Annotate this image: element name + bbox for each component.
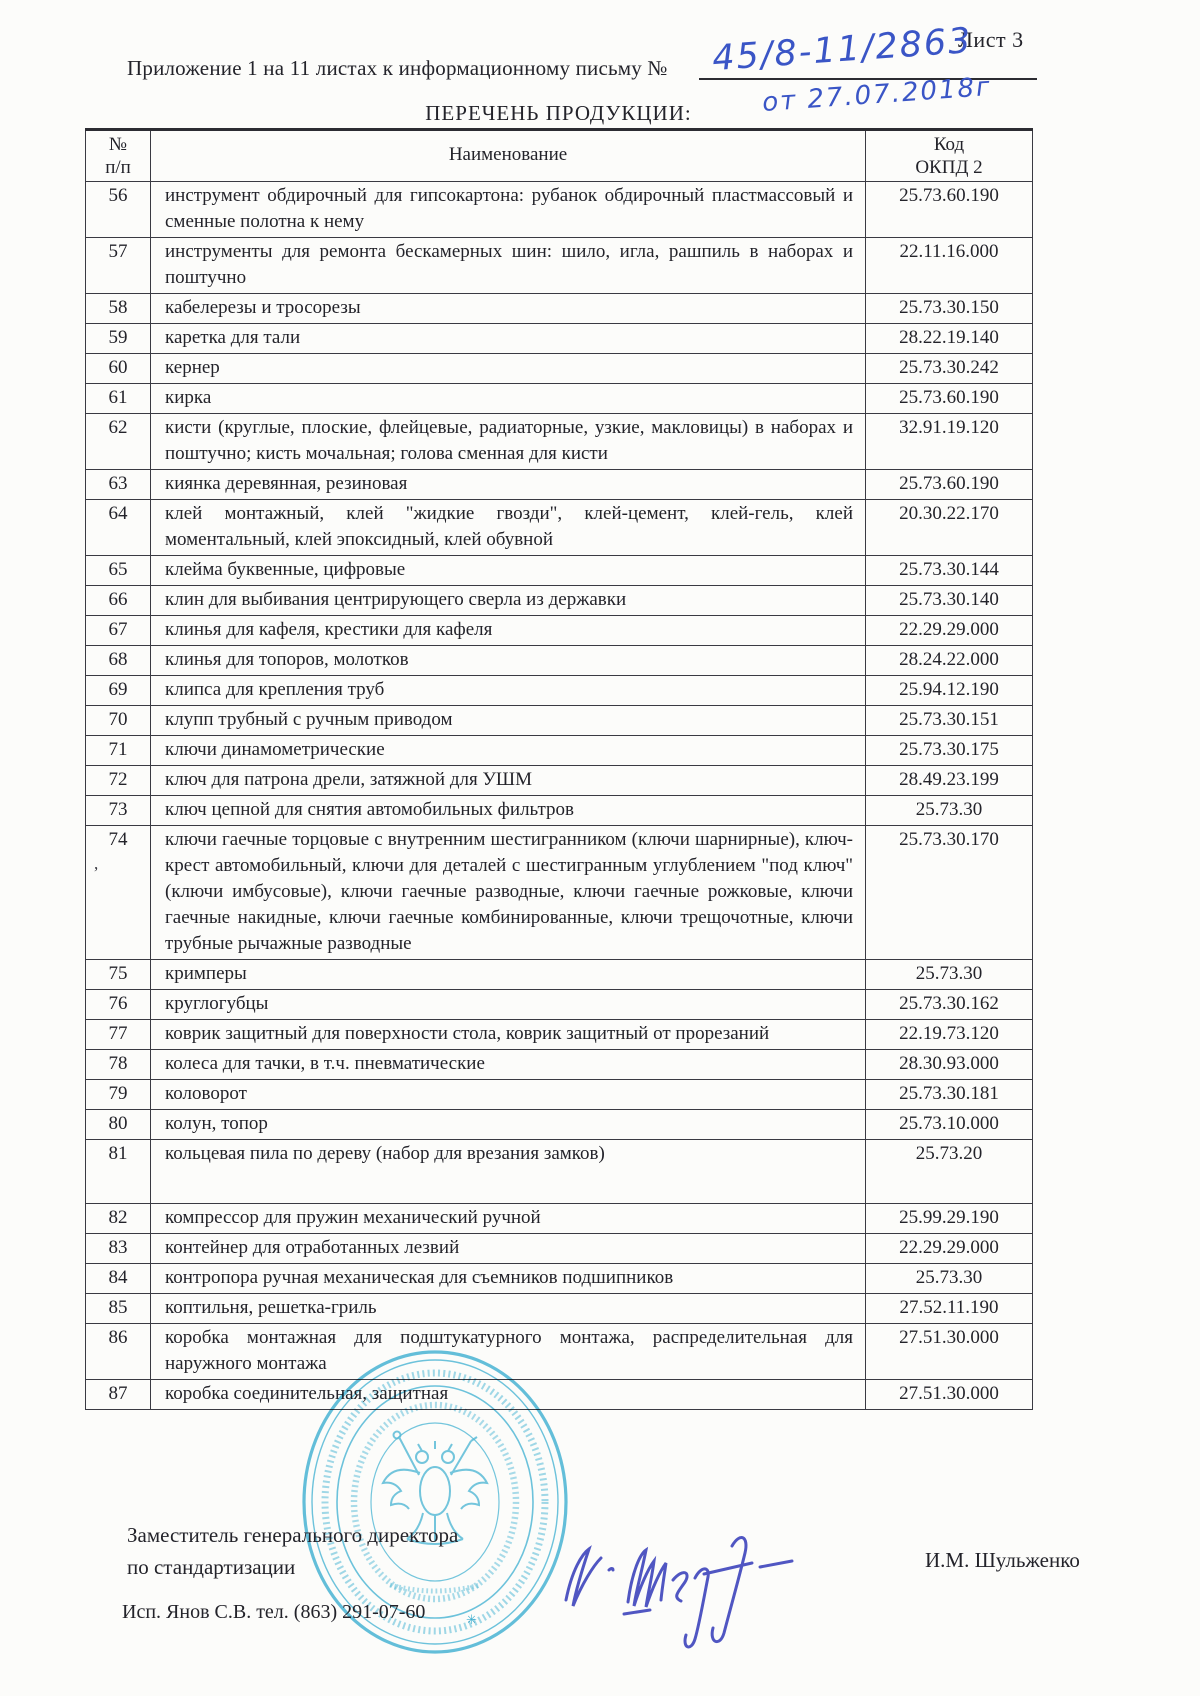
table-row	[86, 500, 1033, 556]
okpd-code-cell: 25.73.30.150	[866, 294, 1033, 324]
row-number-cell: 74 ,	[86, 826, 151, 960]
table-row	[86, 1110, 1033, 1140]
item-name-cell: киянка деревянная, резиновая	[151, 470, 866, 500]
row-number-cell: 56	[86, 182, 151, 238]
item-name-cell: клупп трубный с ручным приводом	[151, 706, 866, 736]
table-row	[86, 766, 1033, 796]
header-code-line1: Код	[933, 134, 965, 155]
row-number-cell: 65	[86, 556, 151, 586]
item-name-cell: кабелерезы и тросорезы	[151, 294, 866, 324]
header-number-line2: п/п	[105, 157, 131, 178]
table-row	[86, 470, 1033, 500]
row-number-cell: 58	[86, 294, 151, 324]
item-name-cell: клейма буквенные, цифровые	[151, 556, 866, 586]
okpd-code-cell: 28.22.19.140	[866, 324, 1033, 354]
row-number-cell: 70	[86, 706, 151, 736]
okpd-code-cell: 25.73.30	[866, 1264, 1033, 1294]
item-name-cell: ключи гаечные торцовые с внутренним шестигранником (ключи шарнирные), ключ-крест автомобильный, ключи для деталей с шестигранным углублением "под ключ" (ключи имбусовые), ключи гаечные разводные, ключи гаечные рожковые, ключи гаечные накидные, ключи гаечные комбинированные, ключи трещочотные, ключи трубные рычажные разводные	[151, 826, 866, 960]
item-name-cell: компрессор для пружин механический ручной	[151, 1204, 866, 1234]
okpd-code-cell: 20.30.22.170	[866, 500, 1033, 556]
okpd-code-cell: 25.73.30.162	[866, 990, 1033, 1020]
row-number-cell: 86	[86, 1324, 151, 1380]
signer-name: И.М. Шульженко	[925, 1548, 1080, 1572]
item-name-cell: контейнер для отработанных лезвий	[151, 1234, 866, 1264]
okpd-code-cell: 28.49.23.199	[866, 766, 1033, 796]
appendix-header-text: Приложение 1 на 11 листах к информационному письму №	[127, 56, 668, 80]
item-name-cell: контропора ручная механическая для съемников подшипников	[151, 1264, 866, 1294]
okpd-code-cell: 25.73.30	[866, 960, 1033, 990]
row-number-cell: 71	[86, 736, 151, 766]
item-name-cell: коробка соединительная, защитная	[151, 1380, 866, 1410]
item-name-cell: кисти (круглые, плоские, флейцевые, радиаторные, узкие, макловицы) в наборах и поштучно; кисть мочальная; голова сменная для кисти	[151, 414, 866, 470]
header-number-line1: №	[108, 134, 128, 155]
okpd-code-cell: 25.73.30.170	[866, 826, 1033, 960]
row-number-cell: 69	[86, 676, 151, 706]
item-name-cell: инструменты для ремонта бескамерных шин: шило, игла, рашпиль в наборах и поштучно	[151, 238, 866, 294]
item-name-cell: клинья для кафеля, крестики для кафеля	[151, 616, 866, 646]
table-row	[86, 960, 1033, 990]
row-number-cell: 85	[86, 1294, 151, 1324]
item-name-cell: круглогубцы	[151, 990, 866, 1020]
okpd-code-cell: 25.73.10.000	[866, 1110, 1033, 1140]
okpd-code-cell: 28.30.93.000	[866, 1050, 1033, 1080]
page-title: ПЕРЕЧЕНЬ ПРОДУКЦИИ:	[425, 101, 692, 125]
sheet-number-label: Лист 3	[958, 27, 1024, 52]
okpd-code-cell: 25.73.60.190	[866, 182, 1033, 238]
item-name-cell: клипса для крепления труб	[151, 676, 866, 706]
table-row	[86, 1050, 1033, 1080]
table-row	[86, 294, 1033, 324]
item-name-cell: клинья для топоров, молотков	[151, 646, 866, 676]
signer-position-line2: по стандартизации	[127, 1555, 296, 1579]
table-row	[86, 1234, 1033, 1264]
row-number-cell: 59	[86, 324, 151, 354]
header-cell-number	[86, 130, 151, 182]
table-row	[86, 384, 1033, 414]
row-number-cell: 61	[86, 384, 151, 414]
table-row	[86, 1140, 1033, 1204]
okpd-code-cell: 25.73.30	[866, 796, 1033, 826]
okpd-code-cell: 25.73.30.242	[866, 354, 1033, 384]
row-number-cell: 67	[86, 616, 151, 646]
table-row	[86, 1080, 1033, 1110]
row-number-cell: 87	[86, 1380, 151, 1410]
okpd-code-cell: 25.99.29.190	[866, 1204, 1033, 1234]
okpd-code-cell: 22.29.29.000	[866, 1234, 1033, 1264]
item-name-cell: коптильня, решетка-гриль	[151, 1294, 866, 1324]
executor-contact-line: Исп. Янов С.В. тел. (863) 291-07-60	[122, 1601, 426, 1623]
row-number-cell: 62	[86, 414, 151, 470]
stamp-star-mark: ✳	[466, 1612, 477, 1627]
row-number-cell: 63	[86, 470, 151, 500]
table-row	[86, 616, 1033, 646]
okpd-code-cell: 25.73.30.175	[866, 736, 1033, 766]
okpd-code-cell: 22.29.29.000	[866, 616, 1033, 646]
table-row	[86, 586, 1033, 616]
table-row	[86, 646, 1033, 676]
product-table-body	[86, 182, 1033, 1410]
okpd-code-cell: 27.51.30.000	[866, 1380, 1033, 1410]
row-number-cell: 79	[86, 1080, 151, 1110]
okpd-code-cell: 25.73.60.190	[866, 470, 1033, 500]
signature	[552, 1508, 798, 1658]
okpd-code-cell: 25.73.30.144	[866, 556, 1033, 586]
okpd-code-cell: 25.94.12.190	[866, 676, 1033, 706]
item-name-cell: кольцевая пила по дереву (набор для врезания замков)	[151, 1140, 866, 1204]
item-name-cell: коловорот	[151, 1080, 866, 1110]
item-name-cell: колун, топор	[151, 1110, 866, 1140]
table-row	[86, 414, 1033, 470]
signer-position-line1: Заместитель генерального директора	[127, 1523, 459, 1547]
table-row	[86, 826, 1033, 960]
row-number-cell: 77	[86, 1020, 151, 1050]
table-row	[86, 1264, 1033, 1294]
okpd-code-cell: 22.11.16.000	[866, 238, 1033, 294]
table-header-row	[86, 130, 1033, 182]
table-row	[86, 796, 1033, 826]
item-name-cell: колеса для тачки, в т.ч. пневматические	[151, 1050, 866, 1080]
item-name-cell: клей монтажный, клей "жидкие гвозди", клей-цемент, клей-гель, клей моментальный, клей эпоксидный, клей обувной	[151, 500, 866, 556]
row-number-cell: 73	[86, 796, 151, 826]
table-row	[86, 182, 1033, 238]
row-number-cell: 80	[86, 1110, 151, 1140]
row-number-cell: 76	[86, 990, 151, 1020]
table-row	[86, 556, 1033, 586]
okpd-code-cell: 25.73.20	[866, 1140, 1033, 1204]
stray-mark: ,	[94, 854, 99, 873]
table-row	[86, 238, 1033, 294]
item-name-cell: ключ для патрона дрели, затяжной для УШМ	[151, 766, 866, 796]
table-row	[86, 354, 1033, 384]
okpd-code-cell: 27.51.30.000	[866, 1324, 1033, 1380]
table-row	[86, 676, 1033, 706]
item-name-cell: кримперы	[151, 960, 866, 990]
table-row	[86, 706, 1033, 736]
table-row	[86, 1294, 1033, 1324]
header-code-line2: ОКПД 2	[915, 157, 983, 178]
item-name-cell: кернер	[151, 354, 866, 384]
row-number-cell: 72	[86, 766, 151, 796]
item-name-cell: ключ цепной для снятия автомобильных фильтров	[151, 796, 866, 826]
okpd-code-cell: 32.91.19.120	[866, 414, 1033, 470]
okpd-code-cell: 25.73.30.181	[866, 1080, 1033, 1110]
item-name-cell: ключи динамометрические	[151, 736, 866, 766]
okpd-code-cell: 28.24.22.000	[866, 646, 1033, 676]
okpd-code-cell: 27.52.11.190	[866, 1294, 1033, 1324]
okpd-code-cell: 22.19.73.120	[866, 1020, 1033, 1050]
header-cell-code	[866, 130, 1033, 182]
okpd-code-cell: 25.73.30.151	[866, 706, 1033, 736]
item-name-cell: каретка для тали	[151, 324, 866, 354]
row-number-cell: 68	[86, 646, 151, 676]
table-row	[86, 1020, 1033, 1050]
item-name-cell: клин для выбивания центрирующего сверла из державки	[151, 586, 866, 616]
item-name-cell: инструмент обдирочный для гипсокартона: рубанок обдирочный пластмассовый и сменные полотна к нему	[151, 182, 866, 238]
row-number-cell: 84	[86, 1264, 151, 1294]
table-row	[86, 1204, 1033, 1234]
item-name-cell: кирка	[151, 384, 866, 414]
row-number-cell: 66	[86, 586, 151, 616]
row-number-cell: 82	[86, 1204, 151, 1234]
table-row	[86, 324, 1033, 354]
row-number-cell: 57	[86, 238, 151, 294]
row-number-cell: 60	[86, 354, 151, 384]
handwritten-letter-date: от 27.07.2018г	[761, 72, 993, 118]
row-number-cell: 81	[86, 1140, 151, 1204]
table-row	[86, 736, 1033, 766]
product-table-container	[85, 128, 1032, 1410]
table-row	[86, 990, 1033, 1020]
row-number-cell: 64	[86, 500, 151, 556]
row-number-cell: 75	[86, 960, 151, 990]
item-name-cell: коврик защитный для поверхности стола, коврик защитный от прорезаний	[151, 1020, 866, 1050]
header-cell-name: Наименование	[151, 130, 866, 182]
product-table	[85, 128, 1033, 1410]
item-name-cell: коробка монтажная для подштукатурного монтажа, распределительная для наружного монтажа	[151, 1324, 866, 1380]
row-number-cell: 78	[86, 1050, 151, 1080]
okpd-code-cell: 25.73.60.190	[866, 384, 1033, 414]
okpd-code-cell: 25.73.30.140	[866, 586, 1033, 616]
row-number-cell: 83	[86, 1234, 151, 1264]
handwritten-letter-number: 45/8-11/2863	[710, 20, 974, 80]
